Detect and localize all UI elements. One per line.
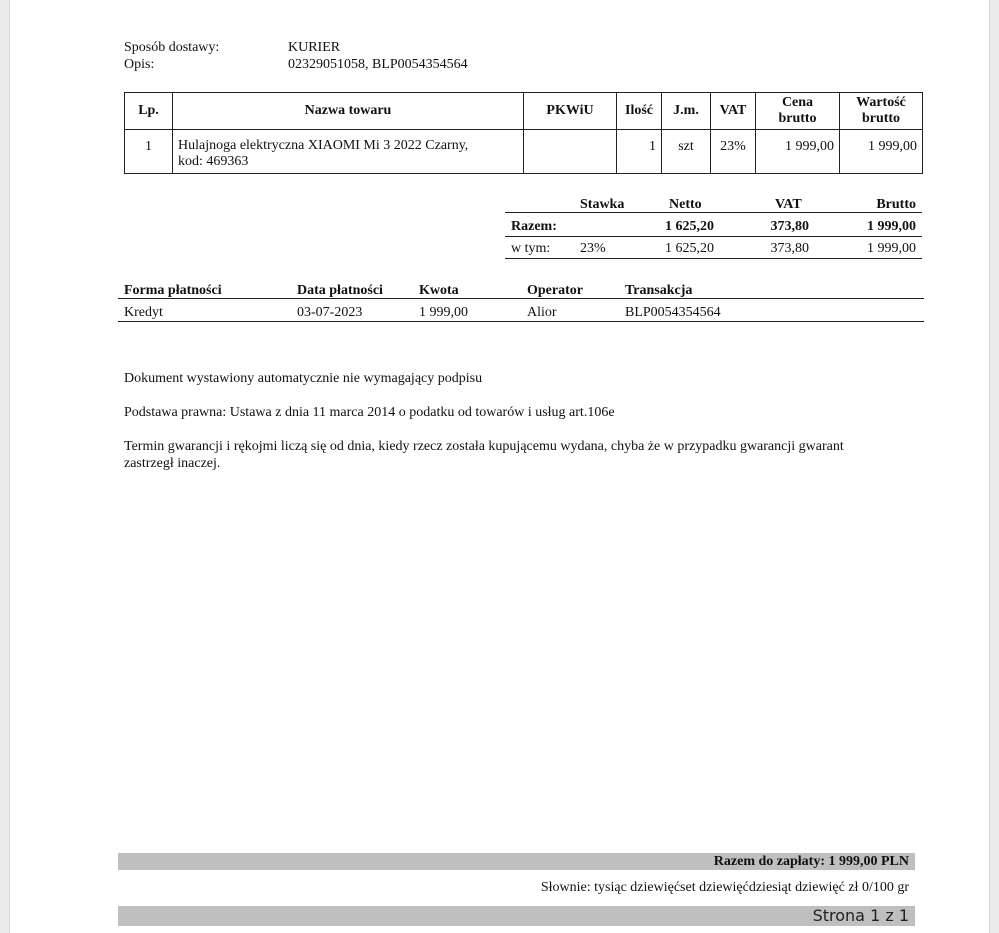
payment-divider [118,321,924,322]
summary-total-net: 1 625,20 [665,219,714,234]
items-table-header [125,93,923,130]
cell-lp: 1 [125,130,173,174]
payment-amount: 1 999,00 [419,305,468,320]
summary-detail-gross: 1 999,00 [867,241,916,256]
cell-qty: 1 [617,130,662,174]
summary-total-gross: 1 999,00 [867,219,916,234]
payment-header-operator: Operator [527,283,583,298]
header-gross-value [840,93,923,130]
page-number: Strona 1 z 1 [812,906,909,925]
summary-detail-net: 1 625,20 [665,241,714,256]
summary-divider [505,212,922,213]
header-unit: J.m. [662,93,711,130]
header-gross-price-line2: brutto [778,111,817,126]
page-footer-bar [118,906,915,926]
summary-total-label: Razem: [511,219,557,234]
note-warranty-line1: Termin gwarancji i rękojmi liczą się od dnia, kiedy rzecz została kupującemu wydana, chyba że w przypadku gwarancji gwarant [124,439,844,454]
cell-name-line1: Hulajnoga elektryczna XIAOMI Mi 3 2022 Czarny, [178,138,469,153]
header-lp: Lp. [125,93,173,130]
header-gross-price-line1: Cena [781,95,814,110]
payment-header-date: Data płatności [297,283,383,298]
payment-header-transaction: Transakcja [625,283,693,298]
total-due-bar [118,853,915,870]
payment-header-amount: Kwota [419,283,459,298]
vat-summary [505,195,922,260]
summary-header-vat: VAT [775,197,802,212]
summary-total-vat: 373,80 [770,219,809,234]
summary-header-rate: Stawka [580,197,625,212]
cell-name [173,130,524,174]
summary-detail-label: w tym: [511,241,551,256]
payment-date: 03-07-2023 [297,305,363,320]
summary-divider [505,258,922,259]
cell-gross-value: 1 999,00 [840,130,923,174]
items-table [124,92,923,174]
delivery-description-label: Opis: [124,57,155,72]
header-vat: VAT [711,93,756,130]
summary-header-gross: Brutto [876,197,916,212]
payment-transaction: BLP0054354564 [625,305,721,320]
total-due: Razem do zapłaty: 1 999,00 PLN [713,854,909,869]
payment-form: Kredyt [124,305,163,320]
delivery-method-value: KURIER [288,40,341,55]
delivery-method-label: Sposób dostawy: [124,40,220,55]
summary-detail-vat: 373,80 [770,241,809,256]
summary-detail-rate: 23% [580,241,606,256]
payment-operator: Alior [527,305,557,320]
header-gross-value-line1: Wartość [856,95,906,110]
payment-header-form: Forma płatności [124,283,222,298]
cell-unit: szt [662,130,711,174]
note-warranty-line2: zastrzegł inaczej. [124,456,221,471]
invoice-page [9,0,990,933]
summary-divider [505,236,922,237]
cell-pkwiu [524,130,617,174]
amount-in-words: Słownie: tysiąc dziewięćset dziewięćdziesiąt dziewięć zł 0/100 gr [540,880,909,895]
payment-divider [118,298,924,299]
table-row [125,130,923,174]
note-legal-basis: Podstawa prawna: Ustawa z dnia 11 marca 2014 o podatku od towarów i usług art.106e [124,405,615,420]
header-qty: Ilość [617,93,662,130]
header-gross-value-line2: brutto [861,111,901,126]
note-auto-document: Dokument wystawiony automatycznie nie wymagający podpisu [124,371,483,386]
cell-name-line2: kod: 469363 [178,154,249,169]
cell-vat: 23% [711,130,756,174]
header-gross-price [756,93,840,130]
header-pkwiu: PKWiU [524,93,617,130]
delivery-description-value: 02329051058, BLP0054354564 [288,57,468,72]
summary-header-net: Netto [669,197,702,212]
cell-gross-price: 1 999,00 [756,130,840,174]
header-name: Nazwa towaru [173,93,524,130]
